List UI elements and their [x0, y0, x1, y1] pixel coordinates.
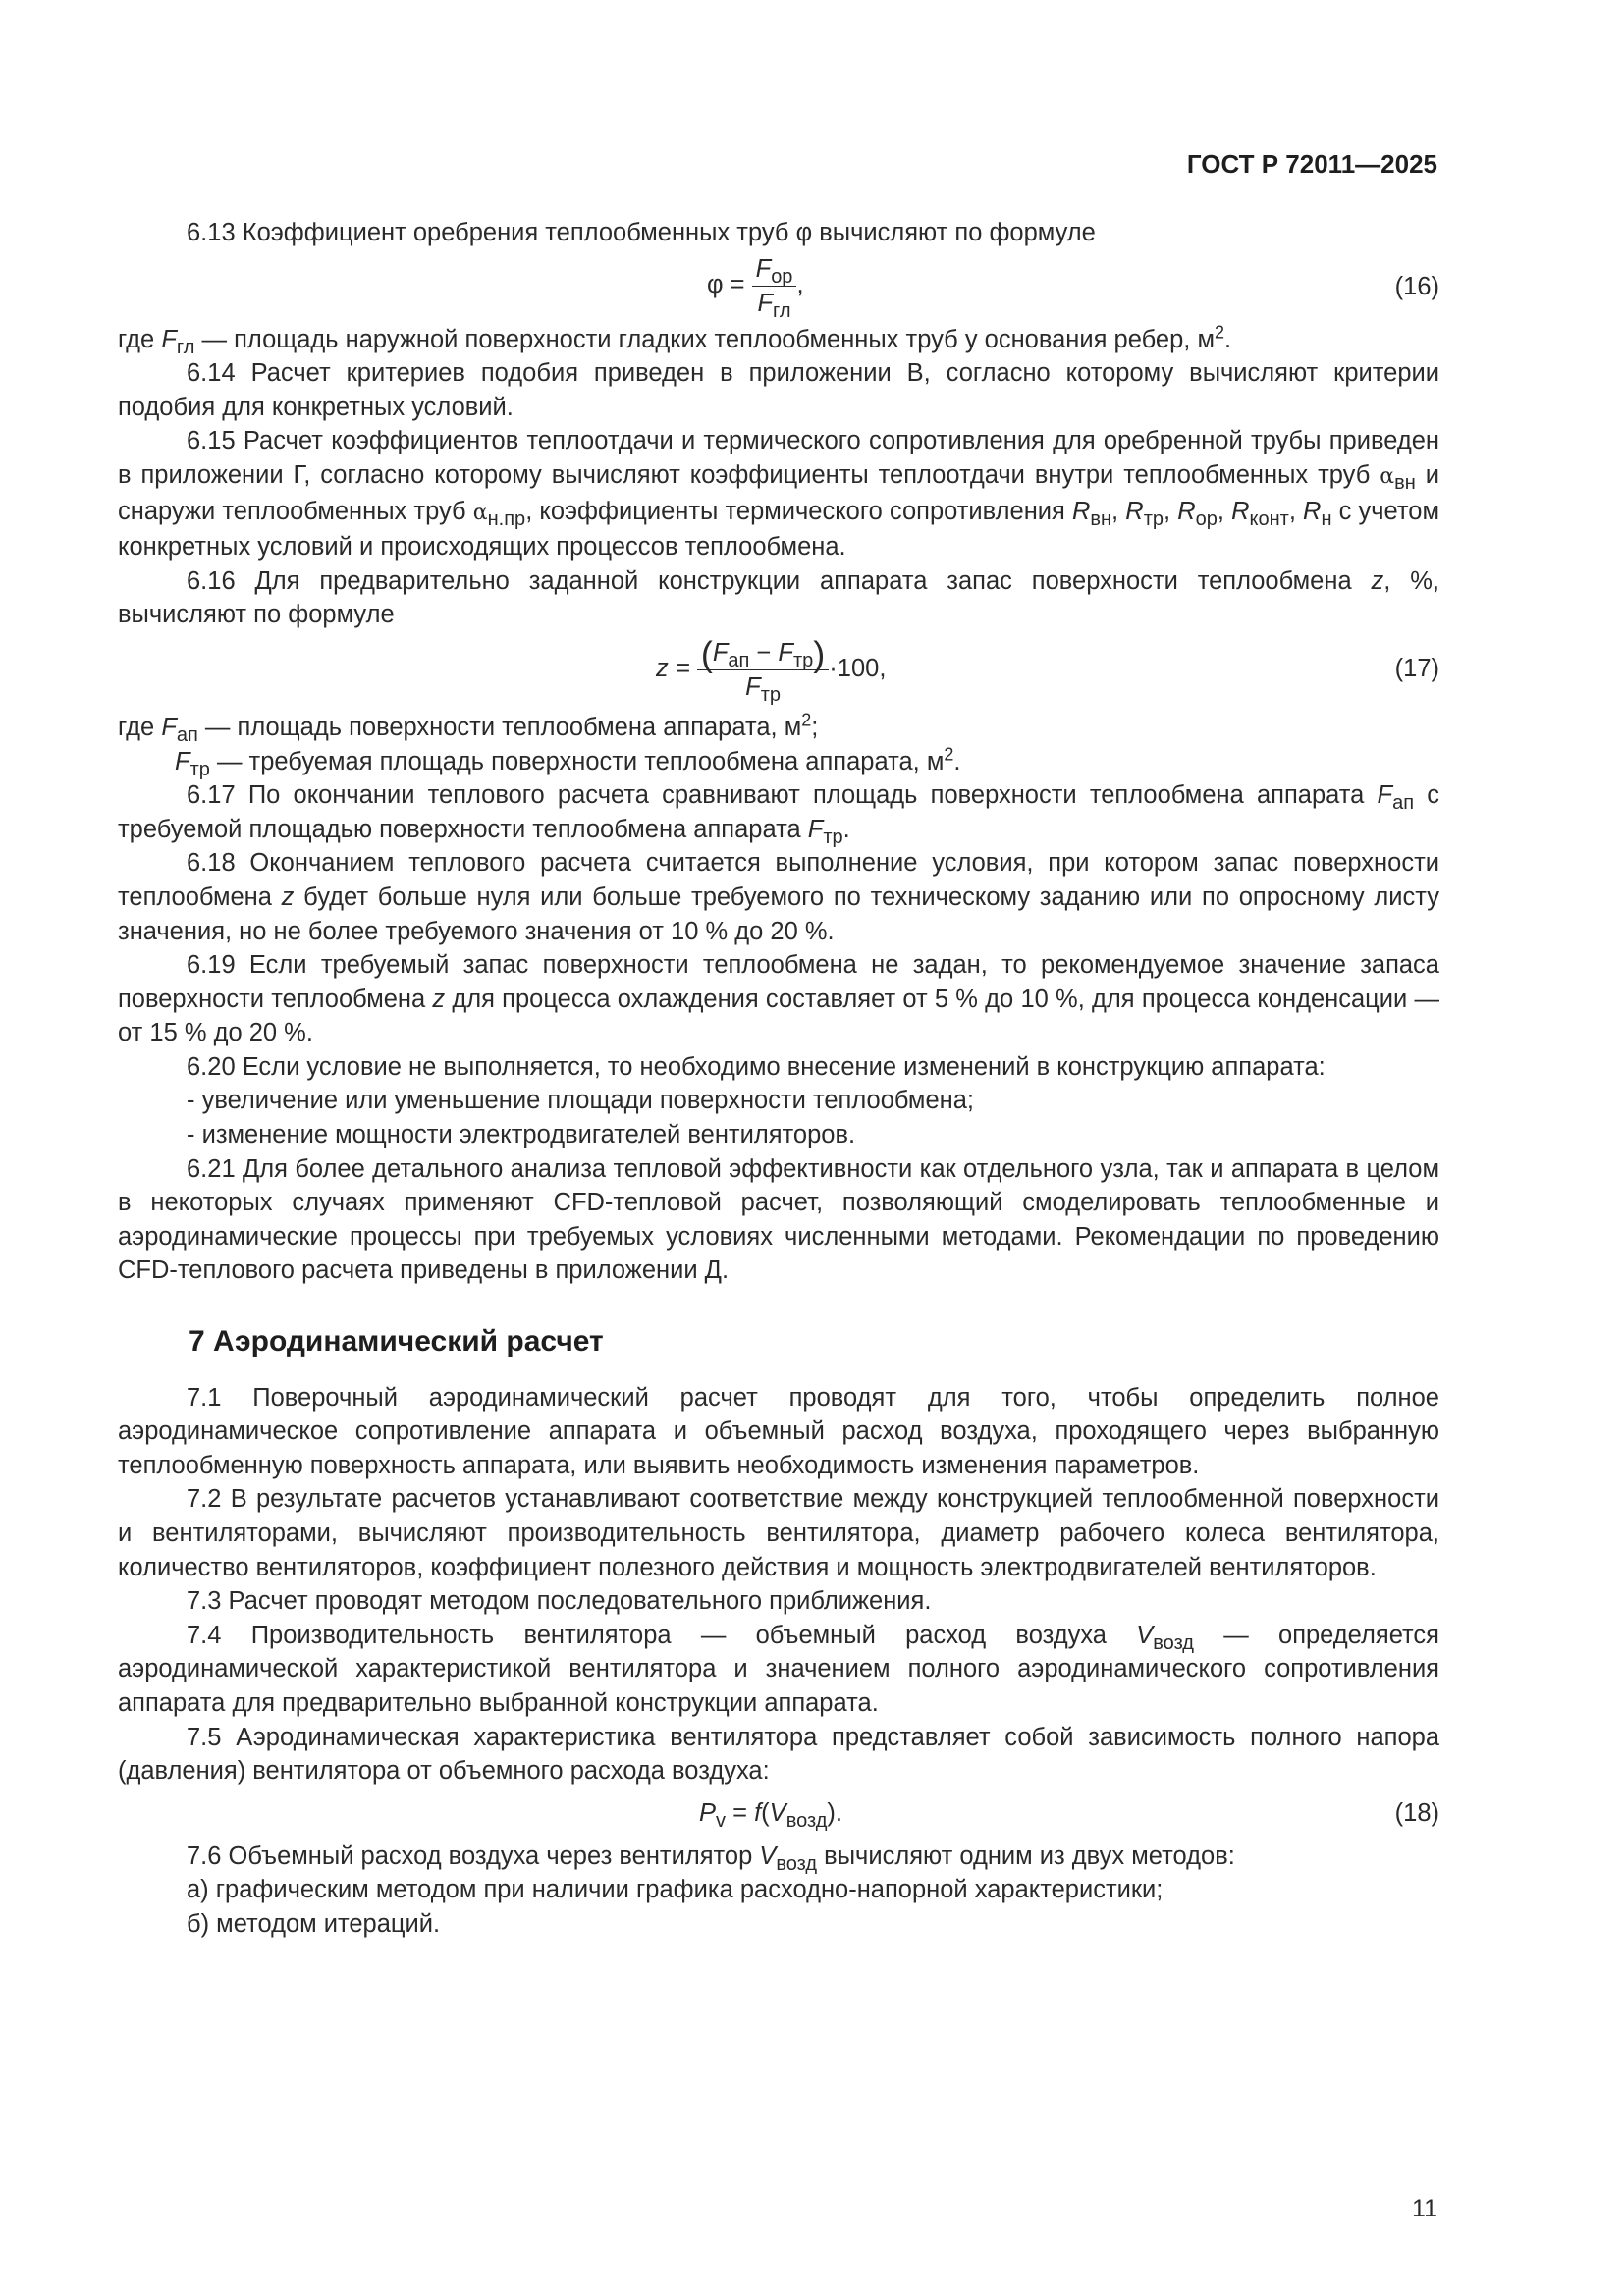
- formula-17-number: (17): [1394, 654, 1439, 682]
- formula-17: z = $\frac{(F_{ап} - F_{тр})}{F_{тр}}$ ·100, (17): [656, 633, 1439, 707]
- formula-18-number: (18): [1394, 1798, 1439, 1827]
- paragraph-6-13: 6.13 Коэффициент оребрения теплообменных труб φ вычисляют по формуле: [187, 219, 1096, 246]
- list-item: - увеличение или уменьшение площади поверхности теплообмена;: [187, 1087, 974, 1115]
- paragraph-7-3: 7.3 Расчет проводят методом последовательного приближения.: [187, 1587, 932, 1616]
- paragraph-6-20: 6.20 Если условие не выполняется, то необходимо внесение изменений в конструкцию аппарата:: [187, 1052, 1326, 1081]
- paragraph-7-4: 7.4 Производительность вентилятора — объемный расход воздуха $V_{возд}$ — определяется аэродинамической характеристикой вентилятора и значением полного аэродинамического сопротивления аппарата для предварительно выбранной конструкции аппарата.: [118, 1621, 1439, 1717]
- page-number: 11: [1412, 2195, 1437, 2222]
- paragraph-7-2: 7.2 В результате расчетов устанавливают соответствие между конструкцией теплообменной поверхности и вентиляторами, вычисляют производительность вентилятора, диаметр рабочего колеса вентилятора, количество вентиляторов, коэффициент полезного действия и мощность электродвигателей вентиляторов.: [118, 1485, 1439, 1581]
- paragraph-7-6: 7.6 Объемный расход воздуха через вентилятор $V_{возд}$ вычисляют одним из двух методов:: [187, 1842, 1235, 1875]
- where-16: где $F_{гл}$ — площадь наружной поверхности гладких теплообменных труб у основания ребер, $м^2$.: [118, 322, 1232, 358]
- list-item: а) графическим методом при наличии графика расходно-напорной характеристики;: [187, 1876, 1164, 1904]
- where-17-line-2: $F_{тр}$ — требуемая площадь поверхности теплообмена аппарата, $м^2$.: [175, 744, 961, 780]
- formula-17-lhs: z =: [656, 655, 690, 683]
- section-heading-7: 7 Аэродинамический расчет: [189, 1325, 604, 1359]
- paragraph-7-1: 7.1 Поверочный аэродинамический расчет проводят для того, чтобы определить полное аэродинамическое сопротивление аппарата и объемный расход воздуха, проходящего через выбранную теплообменную поверхность аппарата, или выявить необходимость изменения параметров.: [118, 1383, 1439, 1479]
- formula-17-fraction: $\frac{(F_{ап} - F_{тр})}{F_{тр}}$: [697, 636, 829, 704]
- paragraph-7-5: 7.5 Аэродинамическая характеристика вентилятора представляет собой зависимость полного напора (давления) вентилятора от объемного расхода воздуха:: [118, 1723, 1439, 1786]
- list-item: б) методом итераций.: [187, 1909, 441, 1938]
- formula-16-fraction: $\frac{F_{ор}}{F_{гл}}$: [752, 252, 797, 320]
- paragraph-6-14: 6.14 Расчет критериев подобия приведен в приложении В, согласно которому вычисляют критерии подобия для конкретных условий.: [118, 359, 1439, 421]
- paragraph-6-16: 6.16 Для предварительно заданной конструкции аппарата запас поверхности теплообмена z, %, вычисляют по формуле: [118, 566, 1439, 629]
- where-17-line-1: где $F_{ап}$ — площадь поверхности теплообмена аппарата, $м^2$;: [118, 710, 819, 747]
- paragraph-6-17: 6.17 По окончании теплового расчета сравнивают площадь поверхности теплообмена аппарата $F_{ап}$ с требуемой площадью поверхности теплообмена аппарата $F_{тр}$.: [118, 781, 1439, 848]
- paragraph-6-21: 6.21 Для более детального анализа тепловой эффективности как отдельного узла, так и аппарата в целом в некоторых случаях применяют CFD-тепловой расчет, позволяющий смоделировать теплообменные и аэродинамические процессы при требуемых условиях численными методами. Рекомендации по проведению CFD-теплового расчета приведены в приложении Д.: [118, 1154, 1439, 1285]
- paragraph-6-18: 6.18 Окончанием теплового расчета считается выполнение условия, при котором запас поверхности теплообмена z будет больше нуля или больше требуемого по техническому заданию или по опросному листу значения, но не более требуемого значения от 10 % до 20 %.: [118, 849, 1439, 945]
- formula-18: $P_v = f(V_{возд})$. (18): [118, 1789, 1439, 1840]
- body-text: [118, 216, 1439, 1942]
- list-item: - изменение мощности электродвигателей вентиляторов.: [187, 1121, 856, 1149]
- paragraph-6-19: 6.19 Если требуемый запас поверхности теплообмена не задан, то рекомендуемое значение запаса поверхности теплообмена z для процесса охлаждения составляет от 5 % до 10 %, для процесса конденсации — от 15 % до 20 %.: [118, 951, 1439, 1047]
- formula-16-number: (16): [1394, 272, 1439, 300]
- paragraph-6-15: 6.15 Расчет коэффициентов теплоотдачи и термического сопротивления для оребренной трубы приведен в приложении Г, согласно которому вычисляют коэффициенты теплоотдачи внутри теплообменных труб $\alpha_{вн}$ и снаружи теплообменных труб $\alpha_{н.пр}$, коэффициенты термического сопротивления $R_{вн}$, $R_{тр}$, $R_{ор}$, $R_{конт}$, $R_н$ с учетом конкретных условий и происходящих процессов теплообмена.: [118, 427, 1439, 561]
- formula-16-lhs: φ =: [707, 270, 745, 298]
- formula-16: φ = $\frac{F_{ор}}{F_{гл}}$ , (16): [118, 250, 1439, 323]
- standard-designation: ГОСТ Р 72011—2025: [1186, 149, 1437, 179]
